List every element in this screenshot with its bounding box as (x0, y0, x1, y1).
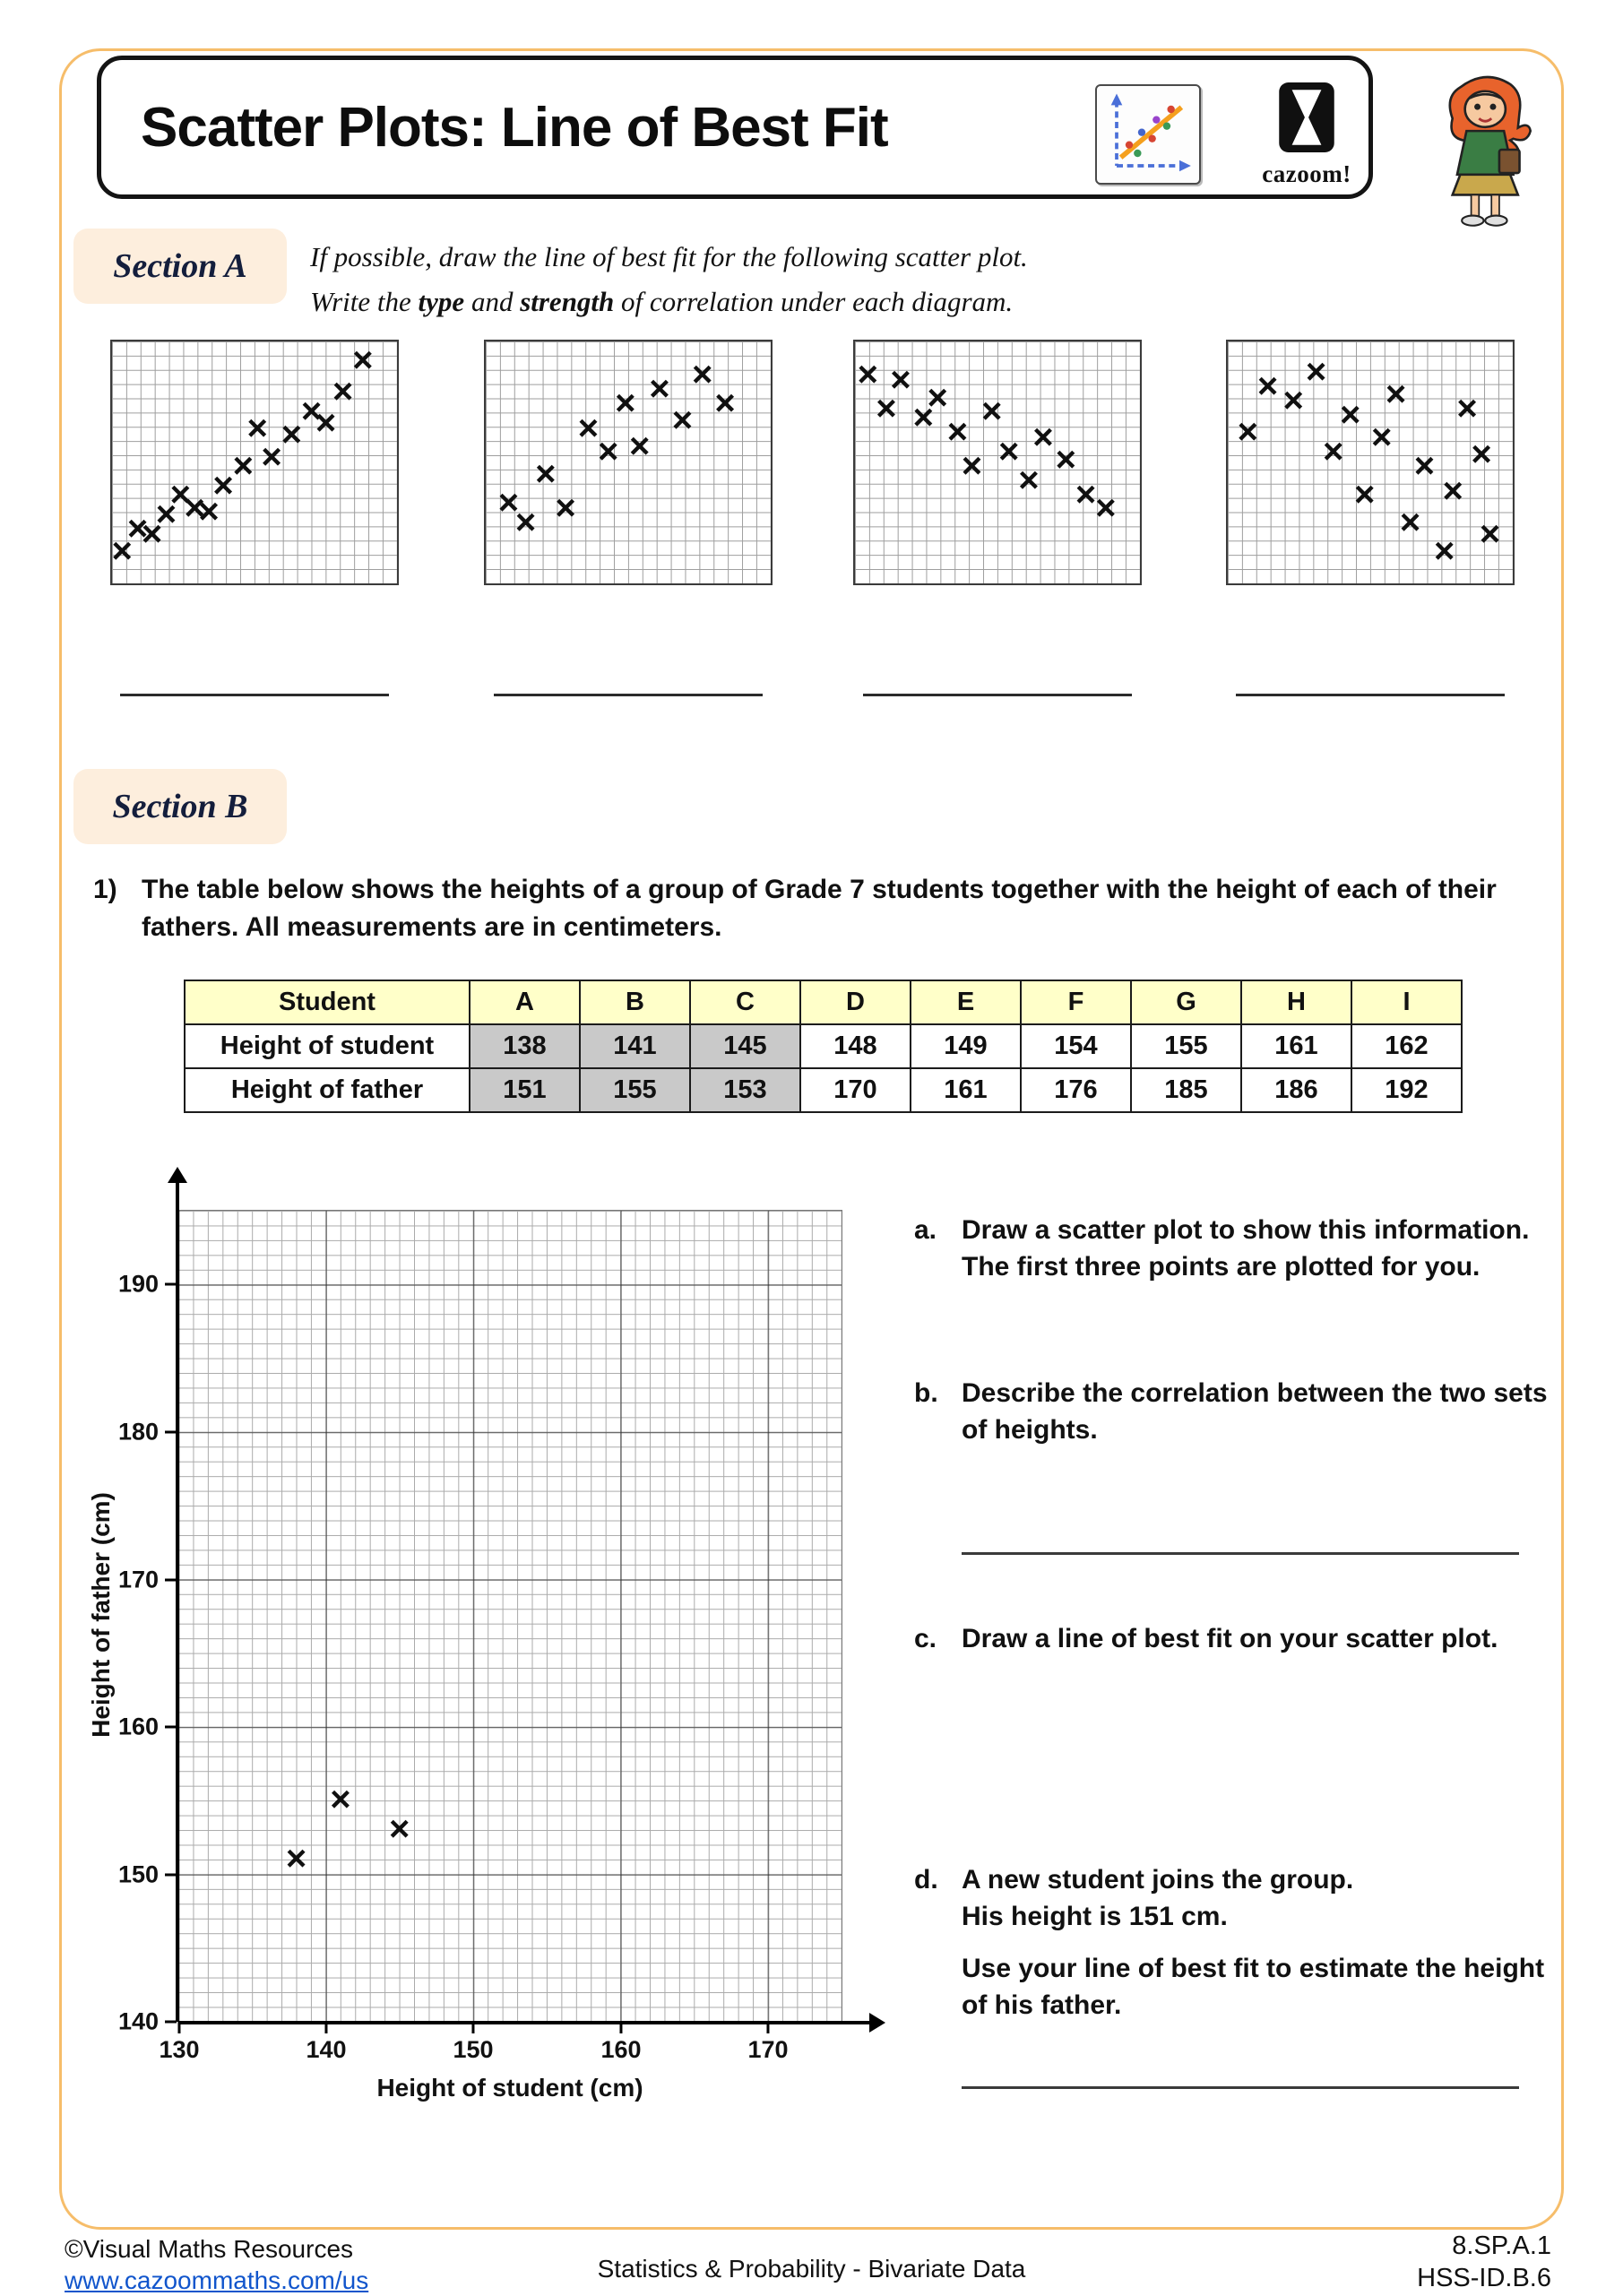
table-header-c: C (690, 980, 800, 1024)
question-c-text: Draw a line of best fit on your scatter plot. (962, 1624, 1498, 1653)
section-b-label: Section B (73, 769, 287, 844)
scatter-point-mark: × (857, 355, 878, 395)
question-d-id: d. (914, 1865, 938, 1895)
table-cell: 192 (1351, 1068, 1462, 1112)
scatter-point-mark: × (1371, 418, 1393, 458)
scatter-point-mark: × (980, 392, 1003, 432)
scatter-point-mark: × (1413, 445, 1436, 486)
table-header-d: D (800, 980, 911, 1024)
question-a (914, 1212, 1556, 1286)
question-d-line-3: Use your line of best fit to estimate the height of his father. (962, 1953, 1545, 2021)
table-header-b: B (580, 980, 690, 1024)
scatter-point-mark: × (285, 1839, 307, 1879)
question-d (914, 1861, 1556, 2024)
answer-line-diagram-4 (1236, 694, 1505, 696)
row-label: Height of father (185, 1068, 470, 1112)
question-b-text: Describe the correlation between the two sets of heights. (962, 1378, 1548, 1446)
table-header-f: F (1021, 980, 1131, 1024)
scatter-point-mark: × (577, 409, 600, 449)
copyright-text: ©Visual Maths Resources (65, 2235, 354, 2263)
scatter-point-mark: × (141, 514, 163, 555)
scatter-point-mark: × (927, 377, 948, 418)
scatter-point-mark: × (912, 397, 934, 437)
scatter-point-mark: × (535, 454, 557, 495)
table-cell: 161 (1241, 1024, 1351, 1068)
scatter-point-mark: × (497, 483, 520, 523)
scatter-point-mark: × (1442, 471, 1463, 512)
question-b (914, 1375, 1556, 1449)
scatter-chart-icon (1101, 91, 1195, 178)
scatter-point-mark: × (1385, 375, 1407, 415)
scatter-point-mark: × (998, 432, 1020, 472)
mascot-girl-illustration (1429, 72, 1545, 228)
instruction-line-1: If possible, draw the line of best fit for the following scatter plot. (310, 241, 1028, 272)
table-cell: 161 (911, 1068, 1021, 1112)
scatter-point-mark: × (1479, 514, 1501, 555)
scatter-point-mark: × (1353, 474, 1376, 514)
table-cell: 145 (690, 1024, 800, 1068)
scatter-diagram-2 (484, 340, 773, 585)
table-header-g: G (1131, 980, 1241, 1024)
y-axis (176, 1182, 179, 2022)
table-header-h: H (1241, 980, 1351, 1024)
instruction-line-2: Write the type and strength of correlation under each diagram. (310, 285, 1014, 317)
scatter-point-mark: × (281, 415, 303, 455)
x-tick-label-150: 150 (453, 2036, 494, 2063)
table-cell: 185 (1131, 1068, 1241, 1112)
scatter-point-mark: × (1055, 440, 1076, 480)
footer-topic-text: Statistics & Probability - Bivariate Data (597, 2255, 1026, 2283)
question-d-line-2: His height is 151 cm. (962, 1902, 1228, 1932)
standard-code-2: HSS-ID.B.6 (1417, 2264, 1551, 2293)
scatter-point-mark: × (212, 466, 234, 506)
scatter-point-mark: × (1256, 367, 1279, 407)
scatter-point-mark: × (184, 488, 205, 529)
table-row-student-height (185, 1024, 1462, 1068)
scatter-point-mark: × (111, 531, 133, 572)
scatter-point-mark: × (1456, 389, 1478, 429)
answer-line-diagram-2 (494, 694, 763, 696)
scatter-point-mark: × (555, 488, 576, 529)
scatter-point-mark: × (961, 445, 983, 486)
heights-table (184, 980, 1463, 1113)
scatter-point-mark: × (1471, 435, 1492, 475)
website-link[interactable]: www.cazoommaths.com/us (65, 2266, 369, 2294)
scatter-point-mark: × (514, 503, 537, 543)
table-header-i: I (1351, 980, 1462, 1024)
scatter-point-mark: × (691, 355, 713, 395)
question-a-id: a. (914, 1215, 937, 1245)
question-a-text: Draw a scatter plot to show this information. The first three points are plotted for you. (962, 1215, 1530, 1282)
scatter-point-mark: × (598, 432, 619, 472)
table-cell: 155 (580, 1068, 690, 1112)
question-1-number: 1) (93, 875, 117, 904)
table-cell: 176 (1021, 1068, 1131, 1112)
cazoom-logo-text: cazoom! (1262, 160, 1351, 187)
page-title: Scatter Plots: Line of Best Fit (141, 96, 888, 159)
scatter-point-mark: × (198, 491, 220, 531)
scatter-point-mark: × (615, 384, 636, 424)
scatter-point-mark: × (1032, 418, 1054, 458)
table-cell: 149 (911, 1024, 1021, 1068)
scatter-point-mark: × (714, 384, 736, 424)
row-label: Height of student (185, 1024, 470, 1068)
table-row-father-height (185, 1068, 1462, 1112)
scatter-point-mark: × (1095, 488, 1117, 529)
scatter-point-mark: × (671, 401, 694, 441)
scatter-point-mark: × (876, 389, 897, 429)
table-cell: 138 (470, 1024, 580, 1068)
footer-standards (1417, 2230, 1551, 2295)
scatter-point-mark: × (169, 474, 191, 514)
question-d-line-1: A new student joins the group. (962, 1865, 1354, 1895)
scatter-point-mark: × (946, 411, 969, 452)
scatter-point-mark: × (126, 508, 149, 548)
scatter-point-mark: × (155, 494, 177, 534)
answer-line-diagram-3 (863, 694, 1132, 696)
question-1-text: The table below shows the heights of a group of Grade 7 students together with the height of each of their fathers. All measurements are in centimeters. (142, 875, 1497, 942)
question-c (914, 1620, 1556, 1657)
scatter-chart-icon-box (1095, 84, 1201, 185)
question-1 (93, 871, 1497, 946)
scatter-point-mark: × (1282, 380, 1304, 420)
scatter-point-mark: × (1340, 394, 1361, 435)
table-header-e: E (911, 980, 1021, 1024)
table-header-student: Student (185, 980, 470, 1024)
table-cell: 151 (470, 1068, 580, 1112)
table-cell: 170 (800, 1068, 911, 1112)
scatter-point-mark: × (890, 360, 911, 401)
scatter-point-mark: × (1075, 474, 1097, 514)
scatter-point-mark: × (1305, 352, 1327, 393)
scatter-point-mark: × (246, 409, 268, 449)
answer-line-diagram-1 (120, 694, 389, 696)
scatter-point-mark: × (332, 372, 354, 412)
scatter-point-mark: × (1018, 460, 1040, 500)
table-cell: 148 (800, 1024, 911, 1068)
table-cell: 153 (690, 1068, 800, 1112)
y-axis-title: Height of father (cm) (87, 1491, 115, 1738)
y-tick-label-150: 150 (117, 1860, 159, 1888)
scatter-point-mark: × (261, 437, 282, 478)
x-tick-label-160: 160 (600, 2036, 642, 2063)
scatter-point-mark: × (388, 1809, 410, 1850)
x-tick-label-130: 130 (159, 2036, 200, 2063)
table-header-row (185, 980, 1462, 1024)
y-tick-label-190: 190 (117, 1270, 159, 1298)
scatter-point-mark: × (1433, 531, 1455, 572)
x-tick-label-140: 140 (306, 2036, 347, 2063)
standard-code-1: 8.SP.A.1 (1452, 2231, 1551, 2260)
section-a-instructions (310, 235, 1260, 324)
question-d-text (962, 1861, 1556, 2024)
x-tick-label-170: 170 (747, 2036, 789, 2063)
scatter-point-mark: × (315, 403, 337, 444)
y-tick-label-170: 170 (117, 1566, 159, 1593)
scatter-plot-grid (87, 1210, 842, 2102)
table-cell: 154 (1021, 1024, 1131, 1068)
table-cell: 162 (1351, 1024, 1462, 1068)
answer-line-question-b (962, 1552, 1519, 1555)
cazoom-logo (1251, 81, 1362, 188)
cazoom-logo-icon (1270, 81, 1343, 154)
y-tick-label-140: 140 (117, 2007, 159, 2035)
table-header-a: A (470, 980, 580, 1024)
scatter-diagram-4 (1226, 340, 1515, 585)
scatter-point-mark: × (330, 1780, 351, 1820)
scatter-point-mark: × (629, 426, 651, 466)
scatter-diagram-1 (110, 340, 399, 585)
table-cell: 186 (1241, 1068, 1351, 1112)
scatter-point-mark: × (1237, 411, 1258, 452)
question-b-id: b. (914, 1378, 938, 1408)
table-cell: 155 (1131, 1024, 1241, 1068)
scatter-diagram-3 (853, 340, 1142, 585)
section-a-label: Section A (73, 229, 287, 304)
answer-line-question-d (962, 2086, 1519, 2089)
scatter-point-mark: × (232, 445, 254, 486)
y-tick-label-160: 160 (117, 1713, 159, 1740)
scatter-point-mark: × (649, 369, 670, 410)
table-cell: 141 (580, 1024, 690, 1068)
scatter-point-mark: × (1399, 503, 1421, 543)
scatter-point-mark: × (300, 392, 323, 432)
scatter-point-mark: × (1322, 432, 1344, 472)
question-c-id: c. (914, 1624, 937, 1653)
scatter-point-mark: × (352, 341, 374, 381)
y-tick-label-180: 180 (117, 1418, 159, 1446)
x-axis-title: Height of student (cm) (376, 2074, 643, 2102)
